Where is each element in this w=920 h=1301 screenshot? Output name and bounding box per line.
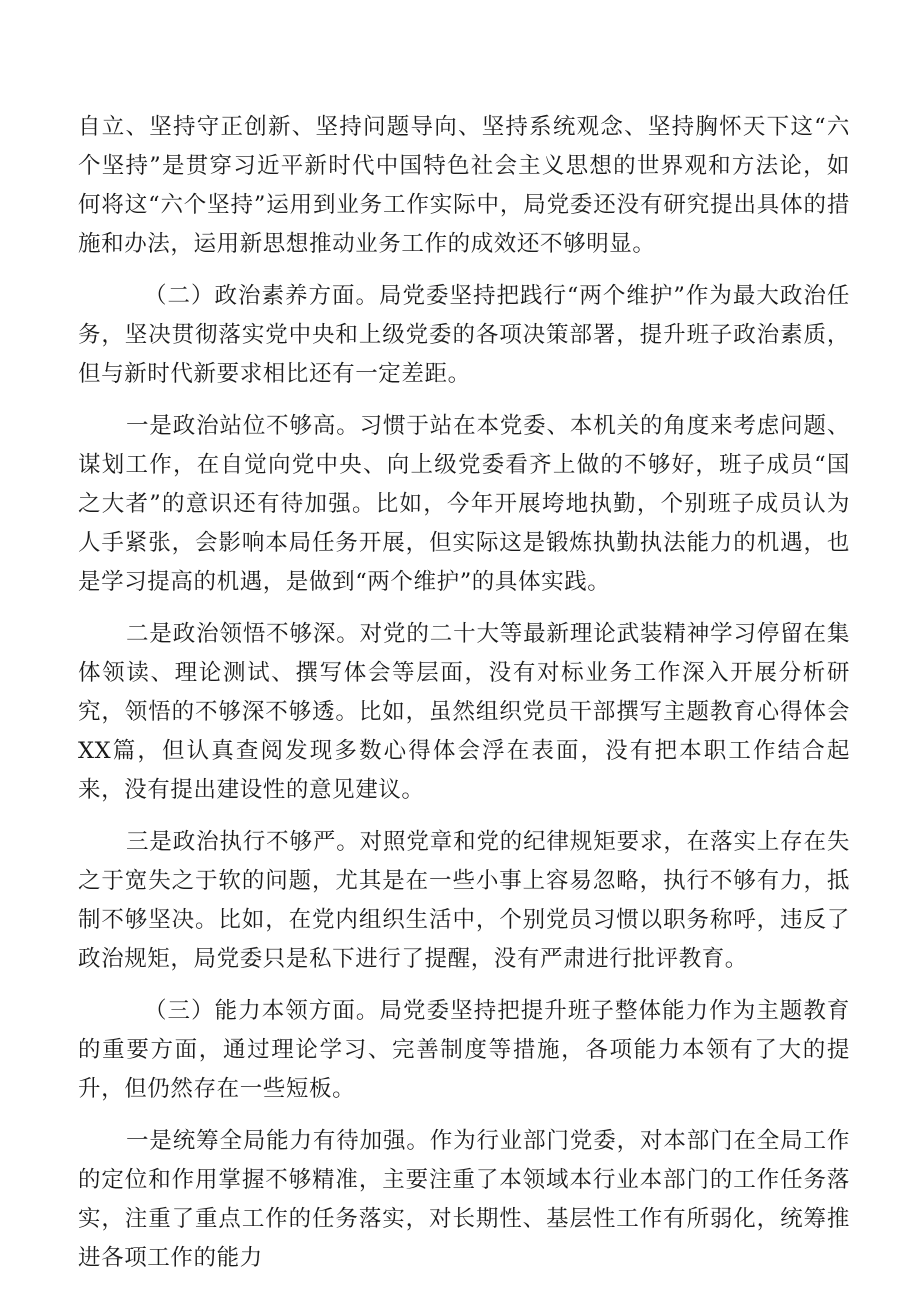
paragraph-section-ability: （三）能力本领方面。局党委坚持把提升班子整体能力作为主题教育的重要方面，通过理论学习、完善制度等措施，各项能力本领有了大的提升，但仍然存在一些短板。	[78, 998, 850, 1102]
paragraph-item-political-stance: 一是政治站位不够高。习惯于站在本党委、本机关的角度来考虑问题、谋划工作，在自觉向党中央、向上级党委看齐上做的不够好，班子成员“国之大者”的意识还有待加强。比如，今年开展垮地执勤，个别班子成员认为人手紧张，会影响本局任务开展，但实际这是锻炼执勤执法能力的机遇，也是学习提高的机遇，是做到“两个维护”的具体实践。	[78, 413, 850, 595]
paragraph-continuation: 自立、坚持守正创新、坚持问题导向、坚持系统观念、坚持胸怀天下这“六个坚持”是贯穿习近平新时代中国特色社会主义思想的世界观和方法论，如何将这“六个坚持”运用到业务工作实际中，局党委还没有研究提出具体的措施和办法，运用新思想推动业务工作的成效还不够明显。	[78, 114, 850, 257]
paragraph-item-political-execution: 三是政治执行不够严。对照党章和党的纪律规矩要求，在落实上存在失之于宽失之于软的问题，尤其是在一些小事上容易忽略，执行不够有力，抵制不够坚决。比如，在党内组织生活中，个别党员习惯以职务称呼，违反了政治规矩，局党委只是私下进行了提醒，没有严肃进行批评教育。	[78, 829, 850, 972]
paragraph-section-political-literacy: （二）政治素养方面。局党委坚持把践行“两个维护”作为最大政治任务，坚决贯彻落实党中央和上级党委的各项决策部署，提升班子政治素质，但与新时代新要求相比还有一定差距。	[78, 283, 850, 387]
paragraph-item-political-understanding: 二是政治领悟不够深。对党的二十大等最新理论武装精神学习停留在集体领读、理论测试、撰写体会等层面，没有对标业务工作深入开展分析研究，领悟的不够深不够透。比如，虽然组织党员干部撰写主题教育心得体会XX篇，但认真查阅发现多数心得体会浮在表面，没有把本职工作结合起来，没有提出建设性的意见建议。	[78, 621, 850, 803]
paragraph-item-overall-coordination: 一是统筹全局能力有待加强。作为行业部门党委，对本部门在全局工作的定位和作用掌握不够精准，主要注重了本领域本行业本部门的工作任务落实，注重了重点工作的任务落实，对长期性、基层性工作有所弱化，统筹推进各项工作的能力	[78, 1128, 850, 1271]
